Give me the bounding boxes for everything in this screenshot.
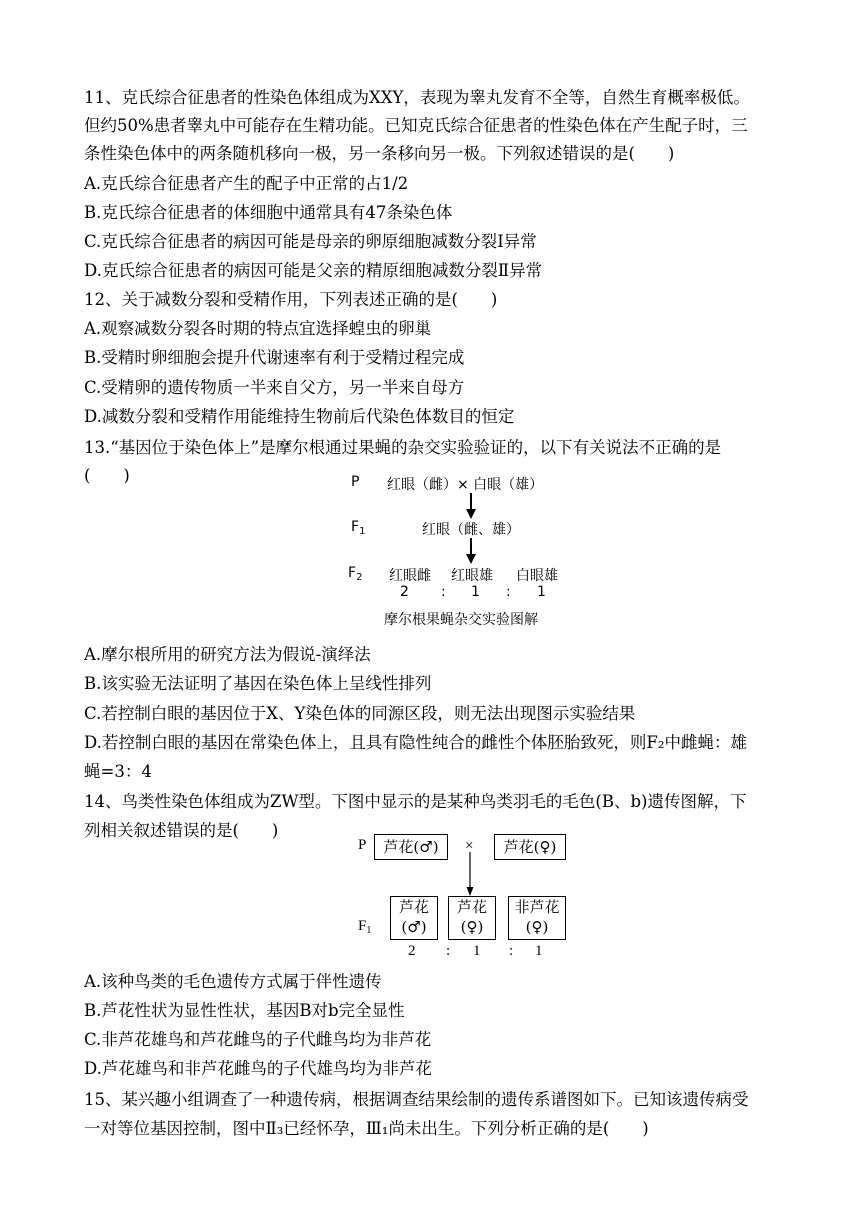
q14-option-c: C.非芦花雄鸟和芦花雌鸟的子代雌鸟均为非芦花	[84, 1030, 432, 1049]
q13-ratio-value: 1	[471, 584, 480, 600]
q13-option-c: C.若控制白眼的基因位于X、Y染色体的同源区段，则无法出现图示实验结果	[84, 704, 636, 723]
q13-p-cross: 红眼（雌）× 白眼（雄）	[387, 477, 544, 493]
q13-ratio-value: 1	[537, 584, 546, 600]
q13-f2-label: $F_2$	[348, 565, 363, 583]
q14-parent-male-box	[374, 834, 448, 860]
q14-ratio-sep: :	[509, 943, 514, 959]
q14-arrow	[464, 852, 476, 896]
q14-ratio-sep: :	[446, 943, 451, 959]
q14-parent-male-label: 芦花(♂)	[383, 838, 439, 856]
q14-f1-box-sex: (♂)	[401, 918, 427, 936]
q14-f1-label: $F_1$	[358, 918, 372, 936]
q14-ratio-value: 2	[408, 943, 416, 959]
q14-stem-line2: 列相关叙述错误的是( )	[84, 821, 279, 840]
q13-stem-line2: ( )	[84, 466, 130, 485]
q14-parent-female-box	[494, 834, 566, 860]
q14-ratio-value: 1	[535, 943, 543, 959]
q11-option-b: B.克氏综合征患者的体细胞中通常具有47条染色体	[84, 203, 453, 222]
q12-option-a: A.观察减数分裂各时期的特点宜选择蝗虫的卵巢	[84, 319, 432, 338]
q14-f1-box-male-barred	[390, 896, 438, 940]
q13-arrow-2	[465, 538, 477, 564]
q12-stem: 12、关于减数分裂和受精作用，下列表述正确的是( )	[84, 290, 498, 309]
q13-option-a: A.摩尔根所用的研究方法为假说-演绎法	[84, 645, 371, 664]
q13-f2-item: 红眼雄	[451, 568, 493, 584]
q13-ratio-value: 2	[400, 584, 409, 600]
q14-stem-line1: 14、鸟类性染色体组成为ZW型。下图中显示的是某种鸟类羽毛的毛色(B、b)遗传图解，下	[84, 792, 747, 811]
q11-stem-line3: 条性染色体中的两条随机移向一极，另一条移向另一极。下列叙述错误的是( )	[84, 144, 675, 163]
q14-p-label: P	[358, 837, 367, 853]
q13-f2-item: 红眼雌	[389, 568, 431, 584]
q13-option-d-cont: 蝇=3：4	[84, 762, 152, 781]
q14-f1-box-phenotype: 芦花	[398, 898, 429, 916]
q14-option-a: A.该种鸟类的毛色遗传方式属于伴性遗传	[84, 972, 382, 991]
q14-parent-female-label: 芦花(♀)	[503, 838, 557, 856]
q13-option-d: D.若控制白眼的基因在常染色体上，且具有隐性纯合的雌性个体胚胎致死，则F₂中雌蝇：雄	[84, 733, 747, 752]
q11-option-c: C.克氏综合征患者的病因可能是母亲的卵原细胞减数分裂Ⅰ异常	[84, 232, 537, 251]
q14-f1-box-female-nonbarred	[508, 896, 566, 940]
q11-stem-line2: 但约50%患者睾丸中可能存在生精功能。已知克氏综合征患者的性染色体在产生配子时，三	[84, 116, 748, 135]
q11-option-d: D.克氏综合征患者的病因可能是父亲的精原细胞减数分裂Ⅱ异常	[84, 261, 543, 280]
q14-f1-box-phenotype: 非芦花	[514, 898, 560, 916]
q11-stem-line1: 11、克氏综合征患者的性染色体组成为XXY，表现为睾丸发育不全等，自然生育概率极低。	[84, 88, 750, 107]
q15-stem-line1: 15、某兴趣小组调查了一种遗传病，根据调查结果绘制的遗传系谱图如下。已知该遗传病受	[84, 1090, 749, 1109]
q13-stem-line1: 13.“基因位于染色体上”是摩尔根通过果蝇的杂交实验验证的，以下有关说法不正确的是	[84, 438, 722, 457]
q13-ratio-sep: :	[506, 584, 511, 600]
q15-stem-line2: 一对等位基因控制，图中Ⅱ₃已经怀孕，Ⅲ₁尚未出生。下列分析正确的是( )	[84, 1119, 649, 1138]
q12-option-c: C.受精卵的遗传物质一半来自父方，另一半来自母方	[84, 378, 465, 397]
q13-f2-item: 白眼雄	[516, 568, 558, 584]
q11-option-a: A.克氏综合征患者产生的配子中正常的占1/2	[84, 174, 409, 193]
q13-f1-text: 红眼（雌、雄）	[422, 522, 520, 538]
q13-arrow-1	[465, 493, 477, 519]
q14-f1-box-sex: (♀)	[460, 918, 484, 936]
q14-option-b: B.芦花性状为显性性状，基因B对b完全显性	[84, 1001, 405, 1020]
q14-f1-box-phenotype: 芦花	[456, 898, 487, 916]
q14-f1-box-sex: (♀)	[525, 918, 549, 936]
q14-cross-sign: ×	[465, 838, 474, 854]
q14-option-d: D.芦花雄鸟和非芦花雌鸟的子代雄鸟均为非芦花	[84, 1059, 432, 1078]
q13-p-label: P	[351, 474, 360, 490]
q14-ratio-value: 1	[473, 943, 481, 959]
q13-f1-label: $F_1$	[351, 519, 366, 537]
q14-f1-box-female-barred	[448, 896, 496, 940]
q12-option-b: B.受精时卵细胞会提升代谢速率有利于受精过程完成	[84, 348, 465, 367]
q13-option-b: B.该实验无法证明了基因在染色体上呈线性排列	[84, 674, 432, 693]
q13-diagram-caption: 摩尔根果蝇杂交实验图解	[384, 612, 538, 628]
q12-option-d: D.减数分裂和受精作用能维持生物前后代染色体数目的恒定	[84, 407, 515, 426]
q13-ratio-sep: :	[441, 584, 446, 600]
